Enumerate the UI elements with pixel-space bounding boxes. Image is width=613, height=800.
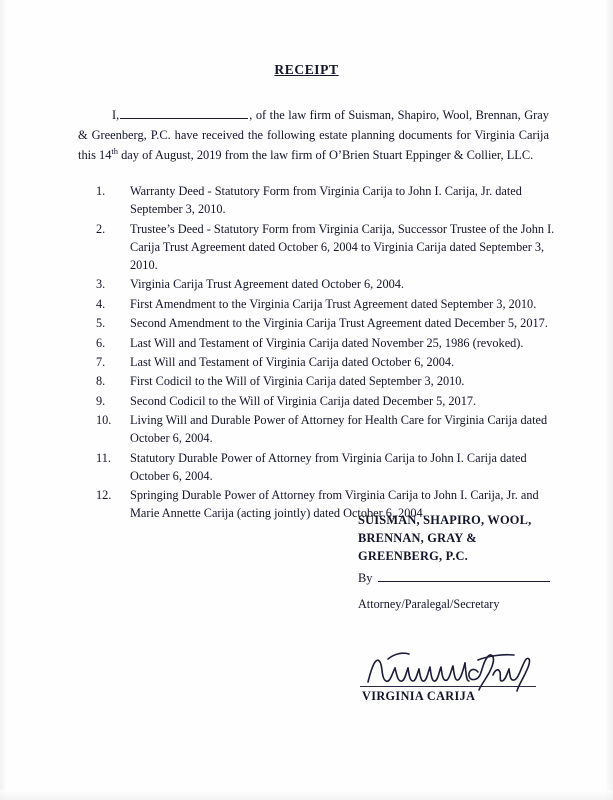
by-label: By	[358, 571, 373, 586]
list-item-number: 9.	[96, 393, 106, 408]
firm-name-line-3: GREENBERG, P.C.	[358, 548, 468, 563]
list-item-number: 2.	[96, 221, 106, 236]
list-item-number: 10.	[96, 413, 112, 428]
handwritten-signature-icon	[362, 648, 552, 694]
list-item-number: 6.	[96, 335, 106, 350]
list-item-text: First Codicil to the Will of Virginia Carija dated September 3, 2010.	[130, 374, 465, 389]
list-item	[96, 354, 555, 372]
list-item	[96, 183, 555, 219]
recipient-name-blank[interactable]	[120, 107, 248, 119]
list-item-number: 3.	[96, 277, 106, 292]
list-item-number: 4.	[96, 296, 106, 311]
intro-after-blank: , of the law firm of Suisman, Shapiro, Wool, Brennan, Gray & Greenberg, P.C. have received the following estate planning documents for Virginia Carija this 14	[78, 108, 549, 163]
list-item-text: Second Codicil to the Will of Virginia Carija dated December 5, 2017.	[130, 393, 477, 408]
intro-lead: I,	[112, 108, 120, 122]
signer-name: VIRGINIA CARIJA	[362, 689, 476, 703]
list-item	[96, 315, 555, 333]
list-item	[96, 296, 555, 314]
firm-name-block	[358, 512, 531, 566]
firm-name-line-2: BRENNAN, GRAY &	[358, 530, 477, 545]
by-signature-row	[358, 570, 550, 586]
list-item-text: Statutory Durable Power of Attorney from Virginia Carija to John I. Carija dated October 6, 2004.	[130, 450, 527, 483]
signature-rule	[360, 686, 536, 687]
intro-tail: day of August, 2019 from the law firm of O’Brien Stuart Eppinger & Collier, LLC.	[118, 148, 534, 163]
intro-paragraph	[78, 105, 549, 165]
list-item-text: Warranty Deed - Statutory Form from Virginia Carija to John I. Carija, Jr. dated September 3, 2010.	[130, 184, 522, 217]
list-item-text: Last Will and Testament of Virginia Carija dated October 6, 2004.	[130, 354, 455, 369]
list-item-text: Virginia Carija Trust Agreement dated October 6, 2004.	[130, 277, 404, 292]
date-ordinal-suffix: th	[111, 146, 119, 157]
list-item-text: First Amendment to the Virginia Carija Trust Agreement dated September 3, 2010.	[130, 296, 537, 311]
role-label: Attorney/Paralegal/Secretary	[358, 597, 500, 611]
page-title: RECEIPT	[274, 62, 339, 77]
scan-edge-bottom	[0, 790, 613, 800]
list-item-text: Living Will and Durable Power of Attorney for Health Care for Virginia Carija dated October 6, 2004.	[130, 413, 548, 446]
list-item	[96, 450, 555, 486]
list-item-number: 1.	[96, 184, 106, 199]
scan-edge-left	[0, 0, 7, 800]
list-item	[96, 221, 555, 275]
signature-area	[356, 648, 556, 704]
documents-list	[96, 183, 555, 523]
list-item	[96, 335, 555, 353]
firm-name-line-1: SUISMAN, SHAPIRO, WOOL,	[358, 513, 532, 527]
list-item-number: 11.	[96, 450, 111, 465]
list-item	[96, 276, 555, 294]
list-item	[96, 393, 555, 411]
list-item-number: 5.	[96, 316, 106, 331]
list-item-text: Second Amendment to the Virginia Carija Trust Agreement dated December 5, 2017.	[130, 316, 548, 331]
list-item-number: 12.	[96, 488, 112, 503]
list-item	[96, 373, 555, 391]
list-item-text: Last Will and Testament of Virginia Carija dated November 25, 1986 (revoked).	[130, 335, 524, 350]
list-item	[96, 412, 555, 448]
list-item-text: Trustee’s Deed - Statutory Form from Virginia Carija, Successor Trustee of the John I. Carija Trust Agreement dated October 6, 2004 to Virginia Carija dated September 3, 2010.	[130, 221, 555, 272]
list-item-number: 8.	[96, 374, 106, 389]
scan-edge-right	[605, 0, 613, 800]
by-signature-blank[interactable]	[378, 570, 550, 582]
list-item-text: Springing Durable Power of Attorney from Virginia Carija to John I. Carija, Jr. and Marie Annette Carija (acting jointly) dated October 6, 2004.	[130, 488, 539, 521]
list-item-number: 7.	[96, 354, 106, 369]
